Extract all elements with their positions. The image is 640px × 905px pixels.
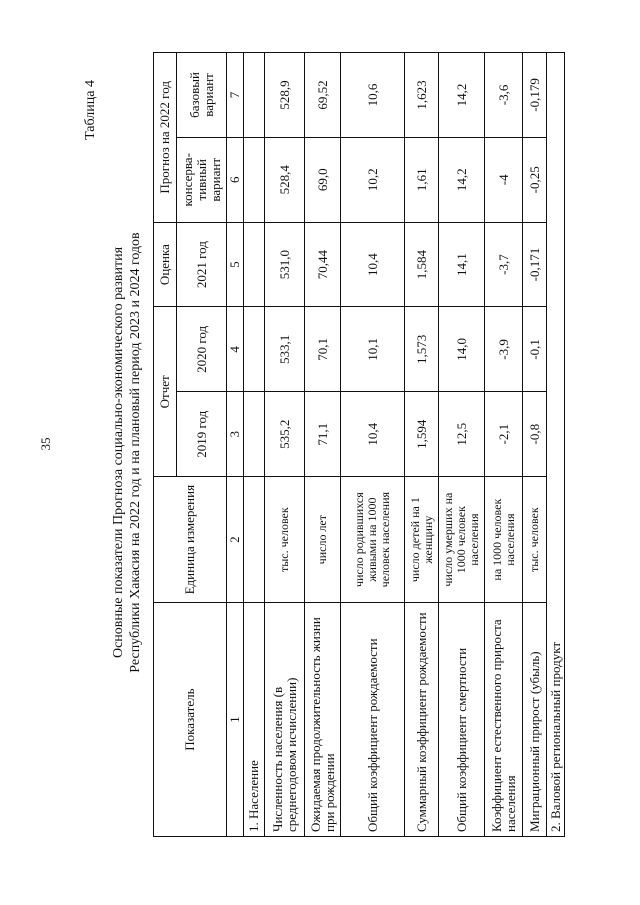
row-indicator: Коэффициент естественного прироста населения: [485, 603, 523, 837]
table-label: Таблица 4: [83, 80, 98, 140]
row-value-conservative: 69,0: [305, 137, 341, 222]
row-value-2019: 535,2: [265, 392, 305, 477]
indicators-table: [153, 52, 565, 837]
row-value-conservative: 10,2: [341, 137, 405, 222]
table-row: [305, 53, 341, 837]
row-value-2019: -0,8: [523, 392, 547, 477]
row-value-2021: 70,44: [305, 222, 341, 307]
column-number: 2: [227, 477, 244, 603]
header-indicator: Показатель: [154, 603, 227, 837]
row-indicator: Общий коэффициент рождаемости: [341, 603, 405, 837]
row-indicator: Суммарный коэффициент рождаемости: [405, 603, 439, 837]
header-unit: Единица измерения: [154, 477, 227, 603]
row-value-base: 10,6: [341, 53, 405, 138]
row-value-2020: 533,1: [265, 307, 305, 392]
row-value-2019: -2,1: [485, 392, 523, 477]
row-value-2020: -0,1: [523, 307, 547, 392]
row-unit: на 1000 человек населения: [485, 477, 523, 603]
row-value-conservative: 1,61: [405, 137, 439, 222]
row-value-2020: 70,1: [305, 307, 341, 392]
column-number: 5: [227, 222, 244, 307]
section-grp: 2. Валовой региональный продукт: [547, 53, 565, 837]
table-row: [523, 53, 547, 837]
row-value-conservative: 528,4: [265, 137, 305, 222]
header-report: Отчет: [154, 307, 177, 477]
header-base: базовый вариант: [177, 53, 227, 138]
row-value-2019: 71,1: [305, 392, 341, 477]
row-value-2021: 14,1: [439, 222, 485, 307]
table-row: [265, 53, 305, 837]
title-line-2: Республики Хакасия на 2022 год и на плановый период 2023 и 2024 годов: [128, 232, 143, 673]
row-value-2019: 12,5: [439, 392, 485, 477]
column-number: 3: [227, 392, 244, 477]
row-indicator: Численность населения (в среднегодовом исчислении): [265, 603, 305, 837]
row-unit: число умерших на 1000 человек населения: [439, 477, 485, 603]
row-unit: тыс. человек: [523, 477, 547, 603]
header-estimate: Оценка: [154, 222, 177, 307]
header-2019: 2019 год: [177, 392, 227, 477]
column-number: 4: [227, 307, 244, 392]
header-2020: 2020 год: [177, 307, 227, 392]
table-row: [439, 53, 485, 837]
title-line-1: Основные показатели Прогноза социально-экономического развития: [111, 246, 126, 659]
row-value-conservative: -0,25: [523, 137, 547, 222]
row-value-base: 528,9: [265, 53, 305, 138]
row-indicator: Общий коэффициент смертности: [439, 603, 485, 837]
document-title: [110, 0, 144, 905]
column-number: 7: [227, 53, 244, 138]
table-row: [341, 53, 405, 837]
row-value-2020: 1,573: [405, 307, 439, 392]
section-row: [244, 53, 265, 837]
row-indicator: Ожидаемая продолжительность жизни при рождении: [305, 603, 341, 837]
column-numbers-row: [227, 53, 244, 837]
row-value-conservative: 14,2: [439, 137, 485, 222]
row-value-2020: -3,9: [485, 307, 523, 392]
row-value-base: 1,623: [405, 53, 439, 138]
row-unit: число детей на 1 женщину: [405, 477, 439, 603]
row-value-base: 69,52: [305, 53, 341, 138]
row-unit: число родившихся живыми на 1000 человек населения: [341, 477, 405, 603]
row-value-2021: -3,7: [485, 222, 523, 307]
row-value-2020: 14,0: [439, 307, 485, 392]
table-row: [485, 53, 523, 837]
page-number: 35: [38, 437, 53, 451]
header-conservative: консерва-тивный вариант: [177, 137, 227, 222]
column-number: 6: [227, 137, 244, 222]
column-number: 1: [227, 603, 244, 837]
row-unit: число лет: [305, 477, 341, 603]
header-2021: 2021 год: [177, 222, 227, 307]
section-population: 1. Население: [244, 603, 265, 837]
row-value-2021: -0,171: [523, 222, 547, 307]
row-value-conservative: -4: [485, 137, 523, 222]
row-value-base: -3,6: [485, 53, 523, 138]
section-row: [547, 53, 565, 837]
table-row: [405, 53, 439, 837]
row-value-base: -0,179: [523, 53, 547, 138]
row-value-2019: 10,4: [341, 392, 405, 477]
row-value-2020: 10,1: [341, 307, 405, 392]
row-value-base: 14,2: [439, 53, 485, 138]
row-indicator: Миграционный прирост (убыль): [523, 603, 547, 837]
row-value-2021: 1,584: [405, 222, 439, 307]
header-forecast: Прогноз на 2022 год: [154, 53, 177, 223]
row-unit: тыс. человек: [265, 477, 305, 603]
row-value-2019: 1,594: [405, 392, 439, 477]
row-value-2021: 531,0: [265, 222, 305, 307]
row-value-2021: 10,4: [341, 222, 405, 307]
